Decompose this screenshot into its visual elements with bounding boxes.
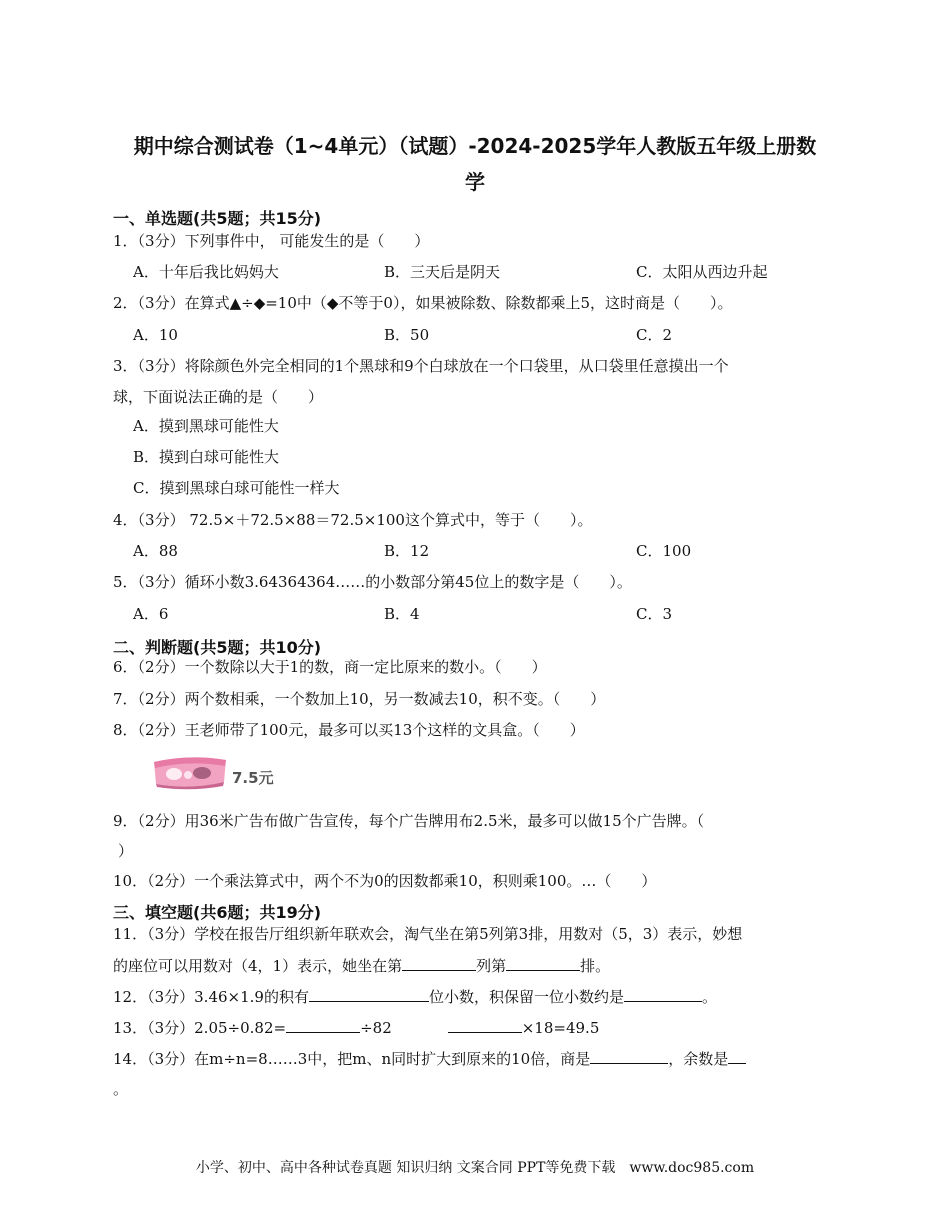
question-9-line-1: 9．（2分）用36米广告布做广告宣传，每个广告牌用布2.5米，最多可以做15个广告牌。（ [113, 812, 705, 830]
q11-text-part-2: 列第 [476, 957, 507, 975]
q13-blank-1[interactable] [286, 1018, 360, 1033]
q12-text-part-3: 。 [701, 988, 717, 1006]
section-heading-fill-blank: 三、填空题(共6题；共19分) [113, 903, 322, 922]
q13-blank-2[interactable] [448, 1018, 522, 1033]
q3-option-a: A．摸到黑球可能性大 [133, 417, 279, 435]
q11-text-part-3: 排。 [580, 957, 611, 975]
q13-text-part-2: ÷82 [360, 1019, 392, 1037]
q5-option-b: B．4 [384, 605, 420, 623]
question-12 [113, 986, 717, 1007]
question-14 [113, 1048, 746, 1069]
page-footer: 小学、初中、高中各种试卷真题 知识归纳 文案合同 PPT等免费下载 www.doc985.com [195, 1160, 755, 1176]
question-11-line-2 [113, 955, 610, 976]
question-3-line-1: 3．（3分）将除颜色外完全相同的1个黑球和9个白球放在一个口袋里，从口袋里任意摸出一个 [113, 357, 729, 375]
q5-option-c: C．3 [636, 605, 673, 623]
section-heading-single-choice: 一、单选题(共5题；共15分) [113, 209, 322, 228]
q3-option-c: C．摸到黑球白球可能性一样大 [133, 479, 340, 497]
page-title [90, 128, 860, 200]
question-5: 5．（3分）循环小数3.64364364……的小数部分第45位上的数字是（ ）。 [113, 573, 632, 591]
question-3-line-2: 球，下面说法正确的是（ ） [113, 388, 324, 406]
question-4: 4．（3分） 72.5×＋72.5×88＝72.5×100这个算式中，等于（ ）。 [113, 511, 593, 529]
q4-option-a: A．88 [133, 542, 178, 560]
q2-option-b: B．50 [384, 326, 430, 344]
q11-text-part-1: 的座位可以用数对（4，1）表示，她坐在第 [113, 957, 403, 975]
question-8: 8．（2分）王老师带了100元，最多可以买13个这样的文具盒。（ ） [113, 721, 585, 739]
q13-text-part-3: ×18=49.5 [521, 1019, 600, 1037]
q12-text-part-2: 位小数，积保留一位小数约是 [428, 988, 624, 1006]
question-10: 10．（2分）一个乘法算式中，两个不为0的因数都乘10，积则乘100。…（ ） [113, 872, 657, 890]
q1-option-c: C．太阳从西边升起 [636, 263, 768, 281]
q1-option-a: A．十年后我比妈妈大 [133, 263, 279, 281]
question-11-line-1: 11．（3分）学校在报告厅组织新年联欢会，淘气坐在第5列第3排，用数对（5，3）表示，妙想 [113, 925, 743, 943]
q14-blank-remainder[interactable] [728, 1049, 746, 1064]
question-6: 6．（2分）一个数除以大于1的数，商一定比原来的数小。（ ） [113, 658, 547, 676]
question-13 [113, 1017, 599, 1038]
question-2: 2．（3分）在算式▲÷◆=10中（◆不等于0），如果被除数、除数都乘上5，这时商是（ ）。 [113, 294, 733, 312]
q11-blank-row[interactable] [506, 956, 580, 971]
section-heading-true-false: 二、判断题(共5题；共10分) [113, 638, 322, 657]
pencil-box-image [150, 752, 230, 792]
q3-option-b: B．摸到白球可能性大 [133, 448, 280, 466]
title-line-1: 期中综合测试卷（1~4单元）（试题）-2024-2025学年人教版五年级上册数 [133, 134, 817, 158]
q2-option-c: C．2 [636, 326, 673, 344]
question-9-line-2: ） [118, 842, 134, 860]
q12-blank-rounded[interactable] [624, 987, 702, 1002]
q14-text-part-1: 14．（3分）在m÷n=8……3中，把m、n同时扩大到原来的10倍，商是 [113, 1050, 591, 1068]
q4-option-c: C．100 [636, 542, 692, 560]
q14-text-part-2: ，余数是 [668, 1050, 729, 1068]
q13-text-part-1: 13．（3分）2.05÷0.82= [113, 1019, 287, 1037]
q5-option-a: A．6 [133, 605, 169, 623]
q12-text-part-1: 12．（3分）3.46×1.9的积有 [113, 988, 309, 1006]
q14-blank-quotient[interactable] [590, 1049, 668, 1064]
q2-option-a: A．10 [133, 326, 178, 344]
question-14-line-2: 。 [113, 1080, 129, 1098]
title-line-2: 学 [465, 170, 485, 194]
question-1: 1．（3分）下列事件中， 可能发生的是（ ） [113, 232, 430, 250]
q11-blank-column[interactable] [402, 956, 476, 971]
question-7: 7．（2分）两个数相乘，一个数加上10，另一数减去10，积不变。（ ） [113, 690, 606, 708]
q4-option-b: B．12 [384, 542, 430, 560]
price-label: 7.5元 [232, 769, 274, 787]
q12-blank-decimal-places[interactable] [309, 987, 429, 1002]
q1-option-b: B．三天后是阴天 [384, 263, 501, 281]
